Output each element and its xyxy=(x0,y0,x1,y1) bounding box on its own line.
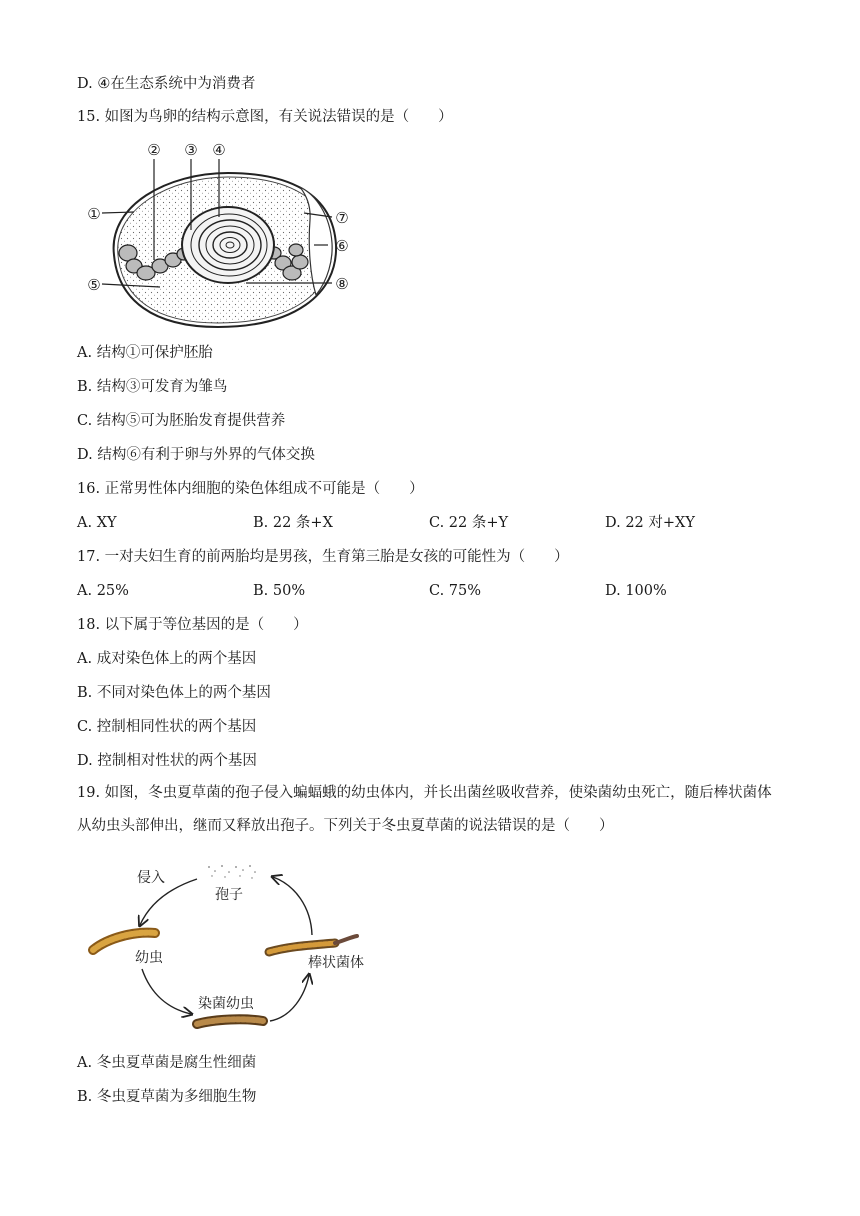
arrow-grow xyxy=(270,975,309,1021)
label-3: ③ xyxy=(184,141,198,159)
q18-option-b: B. 不同对染色体上的两个基因 xyxy=(77,685,271,701)
q18-stem: 18. 以下属于等位基因的是（ ） xyxy=(77,617,308,633)
label-6: ⑥ xyxy=(335,237,349,255)
label-1: ① xyxy=(87,205,101,223)
q17-option-d: D. 100% xyxy=(605,583,667,599)
q18-option-a: A. 成对染色体上的两个基因 xyxy=(77,651,257,667)
label-2: ② xyxy=(147,141,161,159)
label-5: ⑤ xyxy=(87,276,101,294)
q15-option-c: C. 结构⑤可为胚胎发育提供营养 xyxy=(77,413,286,429)
q15-option-d: D. 结构⑥有利于卵与外界的气体交换 xyxy=(77,447,315,463)
cordyceps-life-cycle-diagram xyxy=(85,857,385,1035)
q17-stem: 17. 一对夫妇生育的前两胎均是男孩，生育第三胎是女孩的可能性为（ ） xyxy=(77,549,569,565)
larva-label: 幼虫 xyxy=(135,950,163,966)
q15-stem: 15. 如图为鸟卵的结构示意图，有关说法错误的是（ ） xyxy=(77,109,453,125)
q17-option-a: A. 25% xyxy=(77,583,129,599)
bird-egg-diagram xyxy=(78,135,368,333)
q15-option-a: A. 结构①可保护胚胎 xyxy=(77,345,213,361)
yolk xyxy=(182,207,274,283)
label-7: ⑦ xyxy=(335,209,349,227)
larva-image xyxy=(93,933,155,950)
q16-option-b: B. 22 条+X xyxy=(253,515,333,531)
arrow-infect xyxy=(142,969,191,1014)
stroma-image xyxy=(269,936,357,952)
q16-option-d: D. 22 对+XY xyxy=(605,515,695,531)
q14-option-d: D. ④在生态系统中为消费者 xyxy=(77,76,256,92)
label-8: ⑧ xyxy=(335,275,349,293)
infected-larva-image xyxy=(197,1019,263,1024)
spore-label: 孢子 xyxy=(215,887,243,903)
stroma-label: 棒状菌体 xyxy=(308,955,364,971)
q16-stem: 16. 正常男性体内细胞的染色体组成不可能是（ ） xyxy=(77,481,424,497)
q19-stem: 19. 如图，冬虫夏草菌的孢子侵入蝙蝠蛾的幼虫体内，并长出菌丝吸收营养，使染菌幼虫死亡，随后棒状菌体从幼虫头部伸出，继而又释放出孢子。下列关于冬虫夏草菌的说法错误的是（ ） xyxy=(77,785,772,834)
q15-option-b: B. 结构③可发育为雏鸟 xyxy=(77,379,228,395)
q16-option-a: A. XY xyxy=(77,515,117,531)
q18-option-c: C. 控制相同性状的两个基因 xyxy=(77,719,257,735)
arrow-release xyxy=(273,877,312,935)
spore-dots xyxy=(208,865,256,879)
infected-larva-label: 染菌幼虫 xyxy=(198,996,254,1012)
q16-option-c: C. 22 条+Y xyxy=(429,515,509,531)
invade-label: 侵入 xyxy=(137,870,165,886)
q17-option-b: B. 50% xyxy=(253,583,306,599)
label-4: ④ xyxy=(212,141,226,159)
q18-option-d: D. 控制相对性状的两个基因 xyxy=(77,753,257,769)
q19-option-a: A. 冬虫夏草菌是腐生性细菌 xyxy=(77,1055,257,1071)
q19-option-b: B. 冬虫夏草菌为多细胞生物 xyxy=(77,1089,257,1105)
q17-option-c: C. 75% xyxy=(429,583,482,599)
